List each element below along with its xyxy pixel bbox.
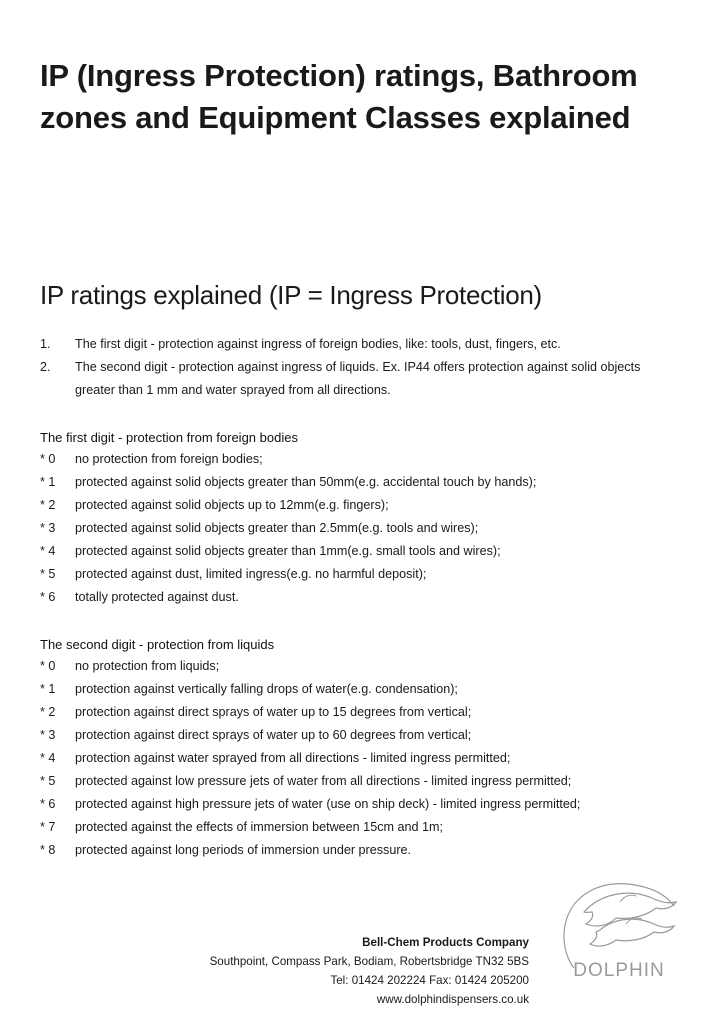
list-item — [40, 816, 680, 839]
digit-code: * 1 — [40, 682, 56, 696]
digit-description: protected against high pressure jets of water (use on ship deck) - limited ingress permitted; — [75, 797, 581, 811]
company-address: Southpoint, Compass Park, Bodiam, Robertsbridge TN32 5BS — [209, 955, 529, 968]
digit-description: no protection from foreign bodies; — [75, 452, 263, 466]
company-footer — [210, 933, 529, 1009]
company-name: Bell-Chem Products Company — [362, 936, 529, 949]
digit-description: protection against direct sprays of water up to 15 degrees from vertical; — [75, 705, 472, 719]
intro-item-number: 1. — [40, 337, 51, 351]
digit-code: * 0 — [40, 452, 56, 466]
digit-code: * 6 — [40, 797, 56, 811]
digit-description: protected against solid objects greater than 50mm(e.g. accidental touch by hands); — [75, 475, 537, 489]
list-item — [40, 747, 680, 770]
first-digit-list — [40, 448, 680, 609]
list-item — [40, 770, 680, 793]
digit-code: * 2 — [40, 498, 56, 512]
list-item — [40, 494, 680, 517]
list-item — [40, 655, 680, 678]
intro-item-text: The first digit - protection against ingress of foreign bodies, like: tools, dust, fingers, etc. — [75, 337, 561, 351]
digit-code: * 2 — [40, 705, 56, 719]
intro-list — [40, 333, 680, 402]
list-item — [40, 540, 680, 563]
list-item — [40, 563, 680, 586]
logo-wordmark: DOLPHIN — [573, 960, 665, 981]
digit-code: * 1 — [40, 475, 56, 489]
page-title: IP (Ingress Protection) ratings, Bathroom zones and Equipment Classes explained — [40, 57, 638, 135]
digit-description: protection against vertically falling drops of water(e.g. condensation); — [75, 682, 458, 696]
digit-code: * 8 — [40, 843, 56, 857]
list-item — [40, 793, 680, 816]
digit-description: protected against long periods of immersion under pressure. — [75, 843, 412, 857]
list-item — [40, 517, 680, 540]
dolphin-logo — [556, 872, 686, 992]
digit-description: protected against dust, limited ingress(e.g. no harmful deposit); — [75, 567, 427, 581]
list-item — [40, 448, 680, 471]
digit-description: totally protected against dust. — [75, 590, 239, 604]
first-digit-heading: The first digit - protection from foreign bodies — [40, 430, 298, 445]
list-item — [40, 701, 680, 724]
digit-code: * 4 — [40, 544, 56, 558]
intro-item — [40, 333, 680, 356]
intro-item — [40, 356, 680, 402]
company-phone: Tel: 01424 202224 Fax: 01424 205200 — [330, 974, 529, 987]
section-title: IP ratings explained (IP = Ingress Protection) — [40, 279, 542, 310]
digit-description: protected against solid objects greater than 2.5mm(e.g. tools and wires); — [75, 521, 479, 535]
list-item — [40, 839, 680, 862]
digit-code: * 5 — [40, 567, 56, 581]
digit-description: no protection from liquids; — [75, 659, 220, 673]
second-digit-heading: The second digit - protection from liquids — [40, 637, 275, 652]
list-item — [40, 471, 680, 494]
list-item — [40, 678, 680, 701]
digit-code: * 6 — [40, 590, 56, 604]
digit-code: * 0 — [40, 659, 56, 673]
list-item — [40, 586, 680, 609]
digit-description: protection against water sprayed from all directions - limited ingress permitted; — [75, 751, 511, 765]
digit-description: protection against direct sprays of water up to 60 degrees from vertical; — [75, 728, 472, 742]
list-item — [40, 724, 680, 747]
digit-code: * 7 — [40, 820, 56, 834]
digit-description: protected against the effects of immersion between 15cm and 1m; — [75, 820, 443, 834]
second-digit-list — [40, 655, 680, 862]
intro-item-number: 2. — [40, 360, 51, 374]
digit-code: * 3 — [40, 728, 56, 742]
digit-code: * 4 — [40, 751, 56, 765]
digit-code: * 5 — [40, 774, 56, 788]
intro-item-text: The second digit - protection against ingress of liquids. Ex. IP44 offers protection against solid objects greater than 1 mm and water sprayed from all directions. — [75, 360, 641, 397]
digit-description: protected against solid objects greater than 1mm(e.g. small tools and wires); — [75, 544, 501, 558]
digit-code: * 3 — [40, 521, 56, 535]
company-website[interactable]: www.dolphindispensers.co.uk — [376, 993, 529, 1006]
dolphin-icon — [556, 872, 686, 972]
digit-description: protected against solid objects up to 12mm(e.g. fingers); — [75, 498, 389, 512]
digit-description: protected against low pressure jets of water from all directions - limited ingress permitted; — [75, 774, 572, 788]
